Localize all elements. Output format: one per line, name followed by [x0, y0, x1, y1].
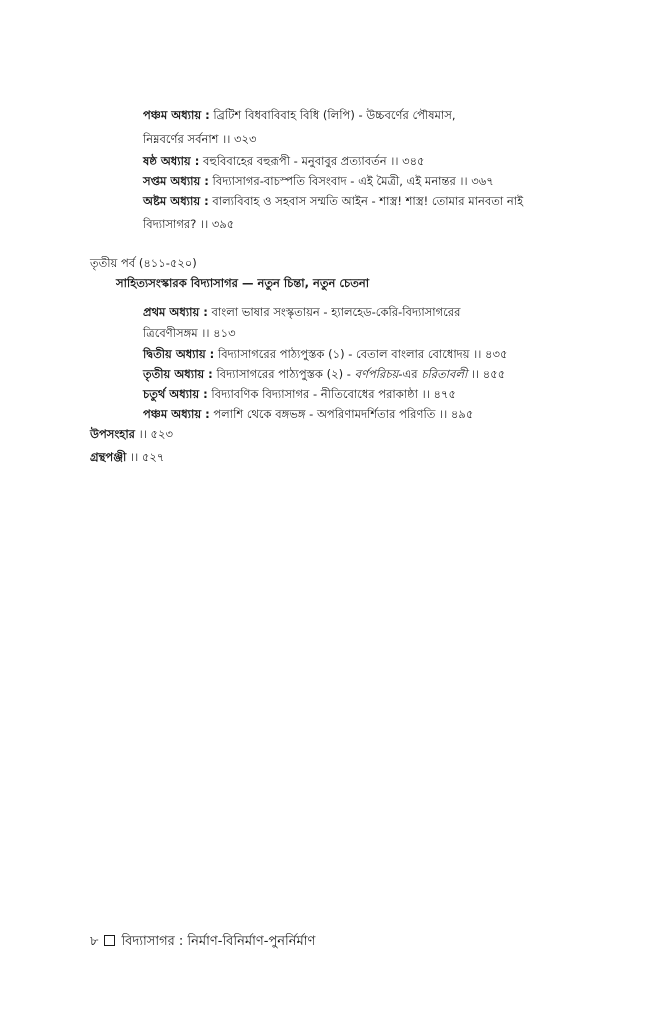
chapter-label: চতুর্থ অধ্যায় :	[143, 387, 208, 401]
page-number: ৮	[90, 934, 99, 949]
running-title: বিদ্যাসাগর : নির্মাণ-বিনির্মাণ-পুনর্নির্মাণ	[121, 934, 316, 949]
bibliography-page: ।। ৫২৭	[126, 450, 165, 464]
chapter-title-cont: বিদ্যাসাগর? ।। ৩৯৫	[143, 217, 235, 231]
part3-ch1-line2	[143, 325, 236, 341]
part2-ch7	[143, 173, 494, 189]
chapter-title: বাংলা ভাষার সংস্কৃতায়ন - হ্যালহেড-কেরি-বিদ্যাসাগরের	[211, 305, 461, 319]
chapter-title: বিদ্যাবণিক বিদ্যাসাগর - নীতিবোধের পরাকাষ্ঠা ।। ৪৭৫	[211, 387, 456, 401]
chapter-title-cont: ত্রিবেণীসঙ্গম ।। ৪১৩	[143, 326, 236, 340]
chapter-title: বাল্যবিবাহ ও সহবাস সম্মতি আইন - শাস্ত্র! শাস্ত্র! তোমার মানবতা নাই	[212, 194, 524, 208]
part2-ch6	[143, 153, 425, 169]
epilogue-label: উপসংহার	[90, 427, 136, 441]
chapter-label: সপ্তম অধ্যায় :	[143, 174, 209, 188]
chapter-label: ষষ্ঠ অধ্যায় :	[143, 154, 200, 168]
part2-ch8-line1	[143, 193, 523, 209]
chapter-title-a: বিদ্যাসাগরের পাঠ্যপুস্তক (২) -	[216, 367, 355, 381]
chapter-title: বহুবিবাহের বহুরূপী - মনুবাবুর প্রত্যাবর্তন ।। ৩৪৫	[202, 154, 425, 168]
chapter-title: বিদ্যাসাগরের পাঠ্যপুস্তক (১) - বেতাল বাংলার বোধোদয় ।। ৪৩৫	[217, 347, 508, 361]
chapter-label: পঞ্চম অধ্যায় :	[143, 407, 210, 421]
chapter-label: তৃতীয় অধ্যায় :	[143, 367, 213, 381]
part3-title: তৃতীয় পর্ব (৪১১-৫২০)	[90, 256, 197, 270]
page-footer	[90, 932, 315, 953]
part2-ch5-line2	[143, 131, 256, 147]
book-title-barnaparichay: বর্ণপরিচয়	[354, 367, 399, 381]
chapter-title-cont: নিম্নবর্ণের সর্বনাশ ।। ৩২৩	[143, 132, 257, 146]
chapter-label: দ্বিতীয় অধ্যায় :	[143, 347, 215, 361]
chapter-title-c: -এর	[398, 367, 422, 381]
chapter-page: ।। ৪৫৫	[467, 367, 506, 381]
part3-ch2	[143, 346, 507, 362]
part2-ch8-line2	[143, 216, 234, 232]
chapter-title: বিদ্যাসাগর-বাচস্পতি বিসংবাদ - এই মৈত্রী, এই মনান্তর ।। ৩৬৭	[212, 174, 494, 188]
part2-ch5-line1	[143, 107, 456, 123]
part3-ch4	[143, 386, 456, 402]
chapter-label: অষ্টম অধ্যায় :	[143, 194, 209, 208]
book-title-charitabali: চরিতাবলী	[421, 367, 468, 381]
part3-ch1-line1	[143, 304, 460, 320]
bibliography-label: গ্রন্থপঞ্জী	[90, 450, 127, 464]
epilogue-page: ।। ৫২৩	[135, 427, 173, 441]
bibliography-entry	[90, 449, 164, 465]
chapter-title: ব্রিটিশ বিধবাবিবাহ বিধি (লিপি) - উচ্চবর্ণের পৌষমাস,	[213, 108, 456, 122]
part3-ch3	[143, 366, 505, 382]
part3-subtitle: সাহিত্যসংস্কারক বিদ্যাসাগর — নতুন চিন্তা, নতুন চেতনা	[116, 276, 370, 290]
chapter-label: প্রথম অধ্যায় :	[143, 305, 208, 319]
part3-ch5	[143, 406, 473, 422]
chapter-title: পলাশি থেকে বঙ্গভঙ্গ - অপরিণামদর্শিতার পরিণতি ।। ৪৯৫	[213, 407, 474, 421]
chapter-label: পঞ্চম অধ্যায় :	[143, 108, 210, 122]
epilogue-entry	[90, 426, 173, 442]
square-ornament-icon	[104, 935, 115, 946]
